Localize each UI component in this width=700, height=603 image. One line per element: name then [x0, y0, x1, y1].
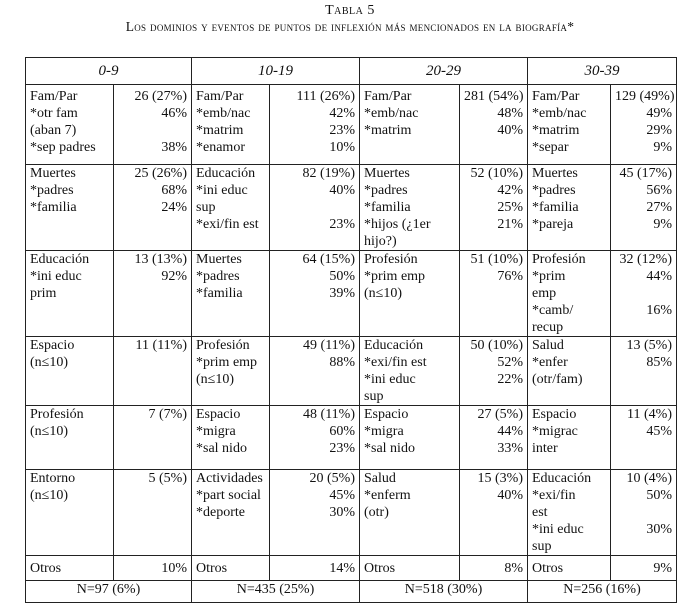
label-line: *padres: [532, 183, 576, 198]
label-line: (aban 7): [30, 123, 77, 138]
value-line: 7 (7%): [148, 407, 187, 422]
value-line: 45%: [646, 424, 672, 439]
label-line: *migra: [196, 424, 236, 439]
value-line: 9%: [653, 140, 672, 155]
domain-label-cell: [26, 337, 114, 406]
value-line: [464, 285, 523, 302]
domain-value-cell: [460, 85, 528, 165]
domain-label-cell: [528, 85, 611, 165]
label-line: *padres: [364, 183, 408, 198]
total-cell: N=256 (16%): [528, 581, 677, 603]
value-line: [615, 285, 672, 302]
otros-label: Otros: [26, 556, 114, 581]
table-row: [26, 470, 677, 556]
label-line: Fam/Par: [30, 89, 78, 104]
domain-value-cell: [611, 165, 677, 251]
domain-label-cell: [360, 406, 460, 470]
value-line: 50%: [646, 488, 672, 503]
value-line: 49%: [646, 106, 672, 121]
value-line: 45 (17%): [619, 166, 672, 181]
label-line: *ini educ: [30, 269, 82, 284]
value-line: [118, 423, 187, 440]
label-line: *exi/fin est: [364, 355, 427, 370]
label-line: Muertes: [532, 166, 578, 181]
value-line: 9%: [653, 217, 672, 232]
value-line: 82 (19%): [302, 166, 355, 181]
label-line: (n≤10): [196, 372, 235, 387]
label-line: *familia: [30, 200, 77, 215]
label-line: *emb/nac: [364, 106, 419, 121]
value-line: 50%: [329, 269, 355, 284]
label-line: emp: [532, 286, 557, 301]
label-line: est: [532, 505, 548, 520]
value-line: [464, 388, 523, 405]
label-line: Profesión: [196, 338, 250, 353]
value-line: 27%: [646, 200, 672, 215]
domain-label-cell: [26, 165, 114, 251]
domain-label-cell: [360, 165, 460, 251]
totals-row: [26, 581, 677, 603]
label-line: Profesión: [364, 252, 418, 267]
value-line: 25%: [497, 200, 523, 215]
value-line: [274, 199, 355, 216]
label-line: Espacio: [532, 407, 577, 422]
domain-value-cell: [114, 85, 192, 165]
label-line: *prim: [532, 269, 566, 284]
total-cell: N=97 (6%): [26, 581, 192, 603]
value-line: 25 (26%): [134, 166, 187, 181]
domain-value-cell: [114, 165, 192, 251]
label-line: sup: [196, 200, 216, 215]
domain-label-cell: [528, 337, 611, 406]
value-line: [615, 319, 672, 336]
value-line: 15 (3%): [477, 471, 523, 486]
label-line: Educación: [196, 166, 256, 181]
table-row: [26, 337, 677, 406]
value-line: 21%: [497, 217, 523, 232]
value-line: [615, 538, 672, 555]
domain-label-cell: [192, 165, 270, 251]
value-line: [118, 285, 187, 302]
value-line: 129 (49%): [615, 89, 675, 104]
value-line: 111 (26%): [296, 89, 355, 104]
domain-value-cell: [611, 406, 677, 470]
domain-label-cell: [192, 406, 270, 470]
value-line: 30%: [329, 505, 355, 520]
value-line: [274, 371, 355, 388]
value-line: 52%: [497, 355, 523, 370]
otros-value: 10%: [114, 556, 192, 581]
value-line: 13 (5%): [626, 338, 672, 353]
value-line: 281 (54%): [464, 89, 524, 104]
value-line: 42%: [497, 183, 523, 198]
label-line: (n≤10): [30, 488, 69, 503]
label-line: *separ: [532, 140, 569, 155]
label-line: (otr/fam): [532, 372, 583, 387]
label-line: *ini educ: [532, 522, 584, 537]
label-line: recup: [532, 320, 564, 335]
label-line: *padres: [196, 269, 240, 284]
domain-value-cell: [460, 470, 528, 556]
label-line: Actividades: [196, 471, 263, 486]
domain-value-cell: [270, 85, 360, 165]
value-line: 32 (12%): [619, 252, 672, 267]
otros-row: [26, 556, 677, 581]
value-line: 88%: [329, 355, 355, 370]
domain-value-cell: [114, 406, 192, 470]
label-line: Fam/Par: [532, 89, 580, 104]
label-line: Salud: [532, 338, 564, 353]
table-row: [26, 406, 677, 470]
domain-label-cell: [360, 337, 460, 406]
label-line: (n≤10): [30, 424, 69, 439]
domain-label-cell: [26, 406, 114, 470]
label-line: Salud: [364, 471, 396, 486]
domain-value-cell: [460, 165, 528, 251]
domain-value-cell: [270, 337, 360, 406]
value-line: [118, 122, 187, 139]
otros-label: Otros: [192, 556, 270, 581]
domain-value-cell: [460, 406, 528, 470]
value-line: 85%: [646, 355, 672, 370]
value-line: 13 (13%): [134, 252, 187, 267]
header-row: [26, 58, 677, 85]
value-line: 40%: [497, 488, 523, 503]
domain-label-cell: [528, 406, 611, 470]
domain-label-cell: [26, 251, 114, 337]
label-line: *camb/: [532, 303, 574, 318]
domain-label-cell: [528, 165, 611, 251]
domain-label-cell: [192, 251, 270, 337]
value-line: 40%: [497, 123, 523, 138]
value-line: 52 (10%): [470, 166, 523, 181]
label-line: *sal nido: [364, 441, 415, 456]
domain-label-cell: [360, 470, 460, 556]
column-header-30-39: 30-39: [528, 58, 677, 85]
domain-label-cell: [528, 251, 611, 337]
value-line: 33%: [497, 441, 523, 456]
column-header-10-19: 10-19: [192, 58, 360, 85]
table-row: [26, 165, 677, 251]
label-line: *enferm: [364, 488, 411, 503]
value-line: 27 (5%): [477, 407, 523, 422]
label-line: *familia: [364, 200, 411, 215]
label-line: Espacio: [30, 338, 75, 353]
domain-value-cell: [114, 251, 192, 337]
value-line: 23%: [329, 123, 355, 138]
value-line: 22%: [497, 372, 523, 387]
table-caption: [0, 3, 700, 35]
value-line: 30%: [646, 522, 672, 537]
label-line: *migra: [364, 424, 404, 439]
label-line: *exi/fin est: [196, 217, 259, 232]
label-line: *ini educ: [196, 183, 248, 198]
domain-value-cell: [270, 165, 360, 251]
domain-value-cell: [611, 251, 677, 337]
domain-value-cell: [270, 251, 360, 337]
inflection-points-table: [25, 57, 677, 603]
domain-label-cell: [360, 251, 460, 337]
value-line: 56%: [646, 183, 672, 198]
table-row: [26, 85, 677, 165]
table-number: Tabla 5: [325, 3, 375, 18]
label-line: Muertes: [196, 252, 242, 267]
value-line: 48%: [497, 106, 523, 121]
domain-label-cell: [528, 470, 611, 556]
label-line: Espacio: [364, 407, 409, 422]
value-line: 48 (11%): [303, 407, 355, 422]
domain-label-cell: [26, 85, 114, 165]
domain-value-cell: [611, 470, 677, 556]
label-line: *prim emp: [364, 269, 426, 284]
value-line: 5 (5%): [148, 471, 187, 486]
label-line: prim: [30, 286, 57, 301]
value-line: 38%: [161, 140, 187, 155]
domain-label-cell: [192, 85, 270, 165]
table-title: Los dominios y eventos de puntos de inflexión más mencionados en la biografía*: [125, 19, 575, 34]
otros-label: Otros: [360, 556, 460, 581]
label-line: Educación: [364, 338, 424, 353]
label-line: hijo?): [364, 234, 397, 249]
domain-value-cell: [460, 251, 528, 337]
label-line: *migrac: [532, 424, 578, 439]
value-line: 64 (15%): [302, 252, 355, 267]
column-header-0-9: 0-9: [26, 58, 192, 85]
value-line: [615, 440, 672, 457]
value-line: 44%: [646, 269, 672, 284]
label-line: Educación: [532, 471, 592, 486]
label-line: *otr fam: [30, 106, 78, 121]
domain-label-cell: [192, 470, 270, 556]
label-line: *matrim: [364, 123, 412, 138]
label-line: Profesión: [30, 407, 84, 422]
value-line: 42%: [329, 106, 355, 121]
value-line: 29%: [646, 123, 672, 138]
label-line: *matrim: [196, 123, 244, 138]
otros-label: Otros: [528, 556, 611, 581]
domain-value-cell: [270, 406, 360, 470]
value-line: 24%: [161, 200, 187, 215]
value-line: 45%: [329, 488, 355, 503]
label-line: Entorno: [30, 471, 76, 486]
label-line: *enfer: [532, 355, 568, 370]
label-line: *prim emp: [196, 355, 258, 370]
value-line: 10 (4%): [626, 471, 672, 486]
value-line: 76%: [497, 269, 523, 284]
value-line: [464, 504, 523, 521]
value-line: 11 (11%): [135, 338, 187, 353]
value-line: 26 (27%): [134, 89, 187, 104]
label-line: Espacio: [196, 407, 241, 422]
value-line: 23%: [329, 441, 355, 456]
domain-value-cell: [611, 337, 677, 406]
label-line: *matrim: [532, 123, 580, 138]
label-line: *hijos (¿1er: [364, 217, 431, 232]
value-line: 20 (5%): [309, 471, 355, 486]
label-line: *pareja: [532, 217, 574, 232]
label-line: Fam/Par: [196, 89, 244, 104]
otros-value: 8%: [460, 556, 528, 581]
total-cell: N=435 (25%): [192, 581, 360, 603]
label-line: *ini educ: [364, 372, 416, 387]
value-line: 16%: [646, 303, 672, 318]
value-line: 49 (11%): [303, 338, 355, 353]
value-line: 39%: [329, 286, 355, 301]
label-line: Muertes: [30, 166, 76, 181]
label-line: inter: [532, 441, 558, 456]
label-line: *deporte: [196, 505, 245, 520]
label-line: Muertes: [364, 166, 410, 181]
label-line: sup: [532, 539, 552, 554]
domain-value-cell: [270, 470, 360, 556]
domain-label-cell: [192, 337, 270, 406]
value-line: 46%: [161, 106, 187, 121]
value-line: [615, 504, 672, 521]
value-line: 68%: [161, 183, 187, 198]
label-line: *sal nido: [196, 441, 247, 456]
label-line: (otr): [364, 505, 389, 520]
label-line: (n≤10): [364, 286, 403, 301]
value-line: 44%: [497, 424, 523, 439]
value-line: [615, 371, 672, 388]
label-line: (n≤10): [30, 355, 69, 370]
domain-value-cell: [460, 337, 528, 406]
value-line: 23%: [329, 217, 355, 232]
table-row: [26, 251, 677, 337]
label-line: *emb/nac: [196, 106, 251, 121]
label-line: sup: [364, 389, 384, 404]
label-line: Educación: [30, 252, 90, 267]
value-line: 50 (10%): [470, 338, 523, 353]
value-line: 11 (4%): [627, 407, 672, 422]
label-line: *familia: [532, 200, 579, 215]
otros-value: 9%: [611, 556, 677, 581]
label-line: *exi/fin: [532, 488, 576, 503]
total-cell: N=518 (30%): [360, 581, 528, 603]
label-line: *enamor: [196, 140, 245, 155]
label-line: *padres: [30, 183, 74, 198]
label-line: *emb/nac: [532, 106, 587, 121]
domain-label-cell: [360, 85, 460, 165]
label-line: *familia: [196, 286, 243, 301]
value-line: 51 (10%): [470, 252, 523, 267]
column-header-20-29: 20-29: [360, 58, 528, 85]
value-line: [118, 354, 187, 371]
label-line: *sep padres: [30, 140, 96, 155]
label-line: *part social: [196, 488, 261, 503]
value-line: [464, 233, 523, 250]
otros-value: 14%: [270, 556, 360, 581]
label-line: Profesión: [532, 252, 586, 267]
domain-value-cell: [611, 85, 677, 165]
value-line: [118, 487, 187, 504]
domain-label-cell: [26, 470, 114, 556]
domain-value-cell: [114, 470, 192, 556]
domain-value-cell: [114, 337, 192, 406]
value-line: 10%: [329, 140, 355, 155]
label-line: Fam/Par: [364, 89, 412, 104]
value-line: 92%: [161, 269, 187, 284]
value-line: 60%: [329, 424, 355, 439]
value-line: 40%: [329, 183, 355, 198]
